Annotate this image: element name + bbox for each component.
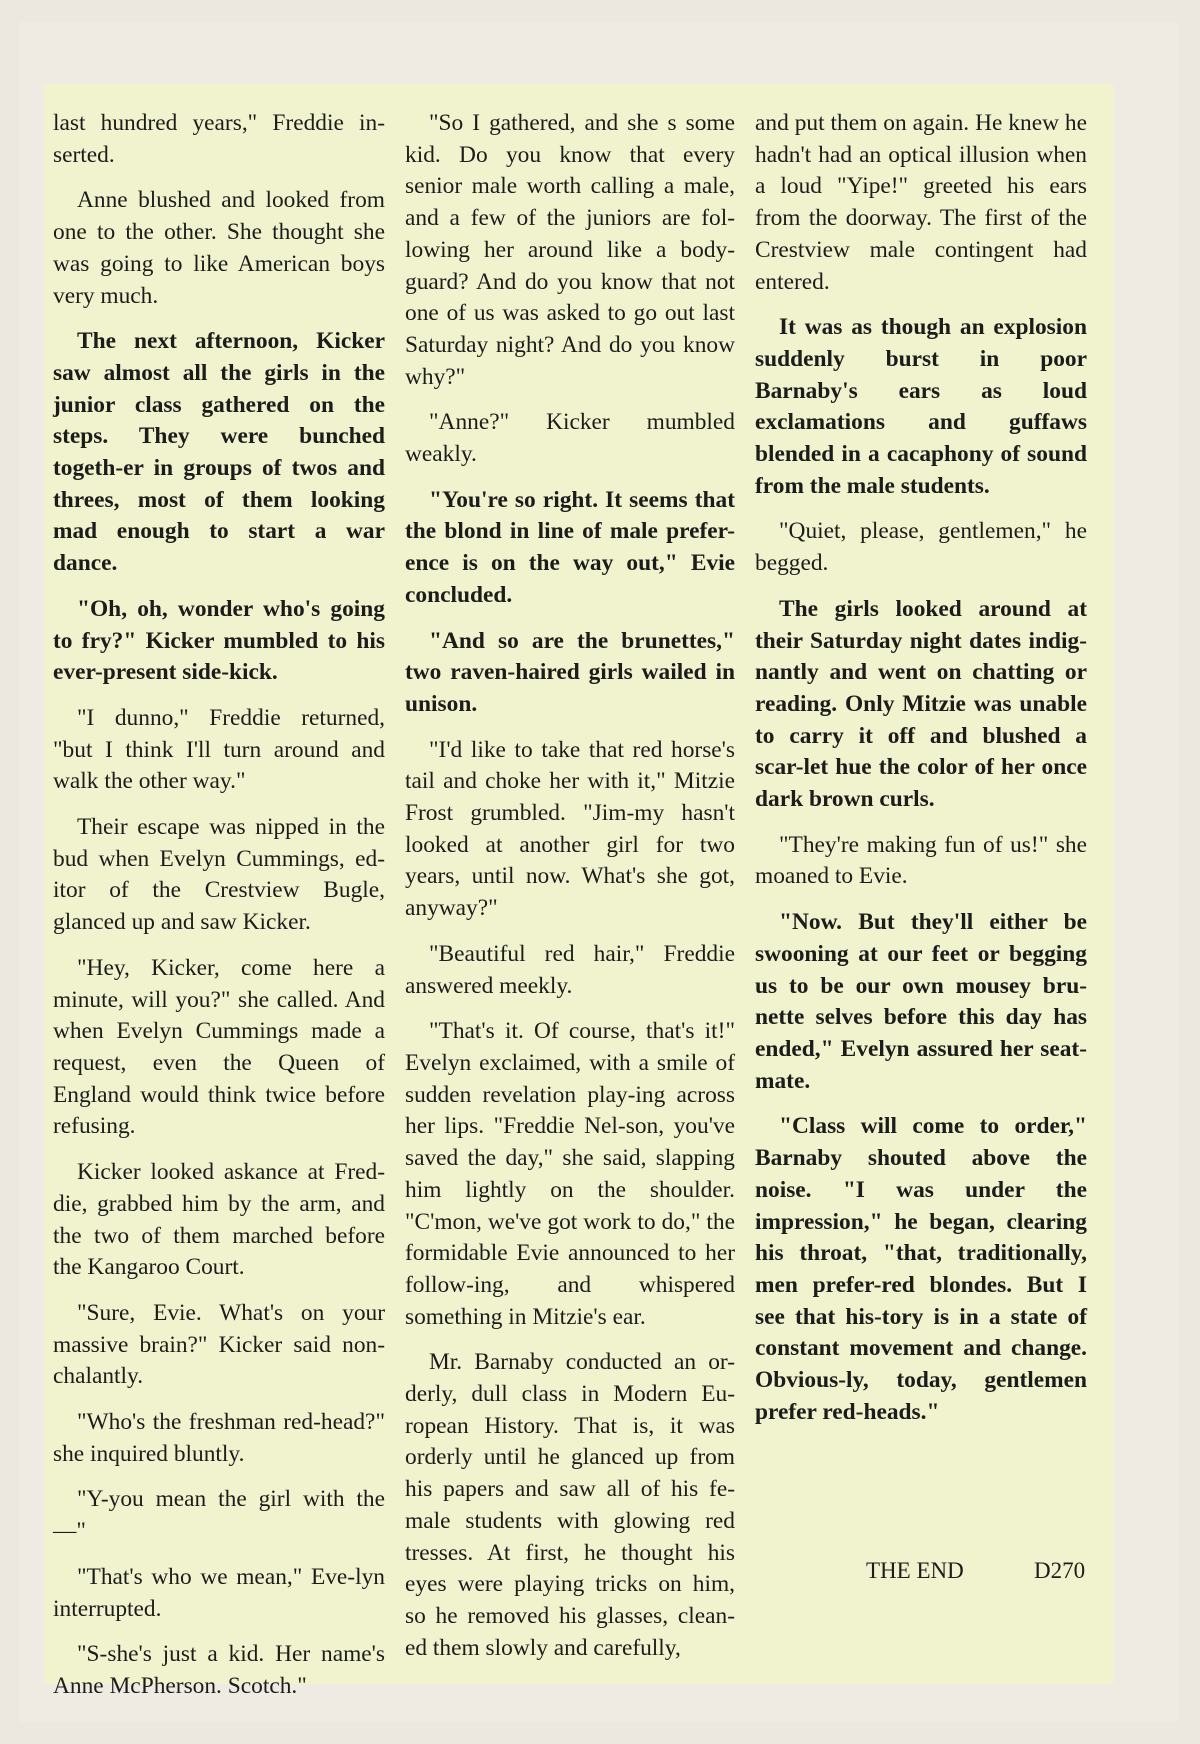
paragraph: "Y-you mean the girl with the—" — [53, 1486, 385, 1545]
paragraph: "They're making fun of us!" she moaned to Evie. — [755, 831, 1087, 890]
page-code: D270 — [1034, 1558, 1086, 1583]
paragraph: "That's who we mean," Eve-lyn interrupted. — [53, 1563, 385, 1622]
paragraph: and put them on again. He knew he hadn't had an optical illusion when a loud "Yipe!" greeted his ears from the doorway. The first of the Crestview male contingent had entered. — [755, 110, 1087, 295]
paragraph: "And so are the brunettes," two raven-haired girls wailed in unison. — [405, 627, 735, 717]
text-column-3 — [755, 108, 1087, 1442]
text-column-1 — [53, 108, 385, 1717]
paragraph: "Who's the freshman red-head?" she inquired bluntly. — [53, 1409, 385, 1467]
paragraph: "Oh, oh, wonder who's going to fry?" Kicker mumbled to his ever-present side-kick. — [53, 595, 385, 686]
paragraph: "S-she's just a kid. Her name's Anne McPherson. Scotch." — [53, 1641, 385, 1699]
paragraph: "Now. But they'll either be swooning at our feet or begging us to be our own mousey bru-nette selves before this day has ended," Evelyn assured her seat-mate. — [755, 909, 1087, 1094]
paragraph: "Sure, Evie. What's on your massive brain?" Kicker said non-chalantly. — [53, 1299, 385, 1390]
paragraph: "So I gathered, and she s some kid. Do you know that every senior male worth calling a male, and a few of the juniors are fol-lowing her around like a body-guard? And do you know that not one of us was asked to go out last Saturday night? And do you know why?" — [405, 110, 735, 390]
paragraph: Their escape was nipped in the bud when Evelyn Cummings, ed-itor of the Crestview Bugle, glanced up and saw Kicker. — [53, 814, 385, 936]
paragraph: The next afternoon, Kicker saw almost all the girls in the junior class gathered on the steps. They were bunched togeth-er in groups of twos and threes, most of them looking mad enough to start a war dance. — [53, 328, 385, 577]
paragraph: It was as though an explosion suddenly burst in poor Barnaby's ears as loud exclamations and guffaws blended in a cacaphony of sound from the male students. — [755, 314, 1087, 499]
paragraph: "Quiet, please, gentlemen," he begged. — [755, 518, 1087, 577]
paragraph: "I dunno," Freddie returned, "but I think I'll turn around and walk the other way." — [53, 704, 385, 795]
paragraph: Kicker looked askance at Fred-die, grabbed him by the arm, and the two of them marched before the Kangaroo Court. — [53, 1159, 385, 1281]
paragraph: Anne blushed and looked from one to the other. She thought she was going to like American boys very much. — [53, 187, 385, 309]
paragraph: The girls looked around at their Saturday night dates indig-nantly and went on chatting or reading. Only Mitzie was unable to carry it off and blushed a scar-let hue the color of her once dark brown curls. — [755, 595, 1087, 813]
paragraph: "Beautiful red hair," Freddie answered meekly. — [405, 940, 735, 999]
paragraph: "Hey, Kicker, come here a minute, will you?" she called. And when Evelyn Cummings made a request, even the Queen of England would think twice before refusing. — [53, 954, 385, 1140]
paragraph: Mr. Barnaby conducted an or-derly, dull class in Modern Eu-ropean History. That is, it was orderly until he glanced up from his papers and saw all of his fe-male students with glowing red tresses. At first, he thought his eyes were playing tricks on him, so he removed his glasses, clean-ed them slowly and carefully, — [405, 1349, 735, 1661]
the-end-label: THE END — [866, 1558, 964, 1583]
text-column-2 — [405, 108, 735, 1678]
paragraph: "Class will come to order," Barnaby shouted above the noise. "I was under the impression," he began, clearing his throat, "that, traditionally, men prefer-red blondes. But I see that his-tory is in a state of constant movement and change. Obvious-ly, today, gentlemen prefer red-heads." — [755, 1113, 1087, 1425]
paragraph: "Anne?" Kicker mumbled weakly. — [405, 409, 735, 468]
paragraph: last hundred years," Freddie in-serted. — [53, 110, 385, 168]
paragraph: "I'd like to take that red horse's tail and choke her with it," Mitzie Frost grumbled. "Jim-my hasn't looked at another girl for two years, until now. What's she got, anyway?" — [405, 736, 735, 922]
paragraph: "That's it. Of course, that's it!" Evelyn exclaimed, with a smile of sudden revelation play-ing across her lips. "Freddie Nel-son, you've saved the day," she said, slapping him lightly on the shoulder. "C'mon, we've got work to do," the formidable Evie announced to her follow-ing, and whispered something in Mitzie's ear. — [405, 1018, 735, 1330]
paragraph: "You're so right. It seems that the blond in line of male prefer-ence is on the way out," Evie concluded. — [405, 486, 735, 608]
